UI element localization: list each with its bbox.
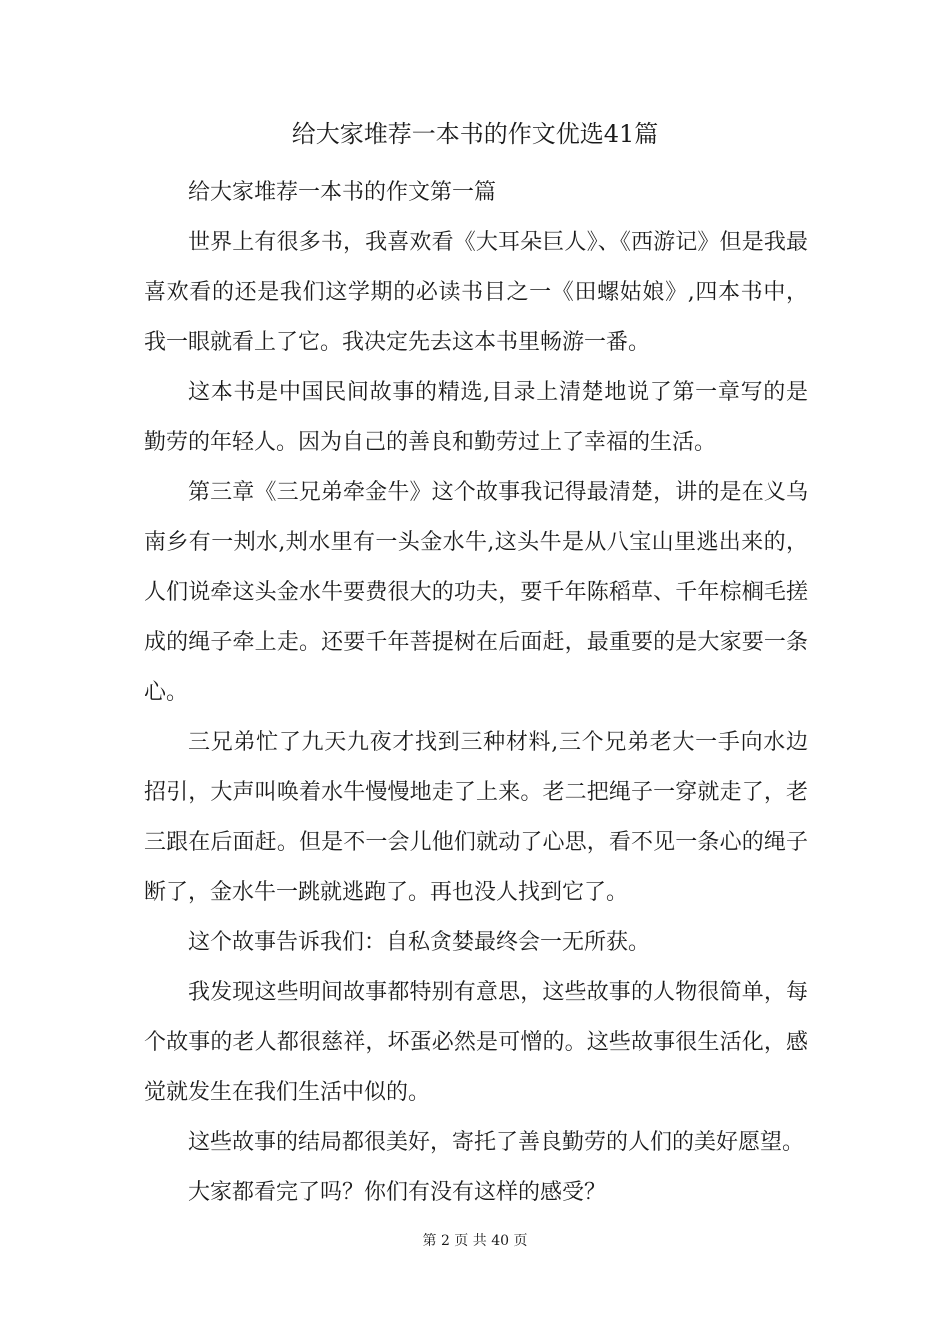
paragraph: 大家都看完了吗？你们有没有这样的感受？	[188, 1180, 607, 1205]
paragraph: 这些故事的结局都很美好，寄托了善良勤劳的人们的美好愿望。	[188, 1130, 805, 1155]
paragraph: 世界上有很多书，我喜欢看《大耳朵巨人》、《西游记》但是我最喜欢看的还是我们这学期的必读书目之一《田螺姑娘》,四本书中，我一眼就看上了它。我决定先去这本书里畅游一番。	[144, 230, 808, 355]
document-body	[144, 168, 808, 1218]
page-number: 第 2 页 共 40 页	[422, 1233, 528, 1249]
paragraph: 我发现这些明间故事都特别有意思，这些故事的人物很简单，每个故事的老人都很慈祥，坏蛋必然是可憎的。这些故事很生活化，感觉就发生在我们生活中似的。	[144, 980, 808, 1105]
section-heading: 给大家堆荐一本书的作文第一篇	[188, 180, 497, 205]
paragraph: 三兄弟忙了九天九夜才找到三种材料,三个兄弟老大一手向水边招引，大声叫唤着水牛慢慢地走了上来。老二把绳子一穿就走了，老三跟在后面赶。但是不一会儿他们就动了心思，看不见一条心的绳子断了，金水牛一跳就逃跑了。再也没人找到它了。	[144, 730, 808, 905]
paragraph: 这本书是中国民间故事的精选,目录上清楚地说了第一章写的是勤劳的年轻人。因为自己的善良和勤劳过上了幸福的生活。	[144, 380, 808, 455]
document-title: 给大家堆荐一本书的作文优选41篇	[291, 120, 659, 148]
paragraph: 这个故事告诉我们：自私贪婪最终会一无所获。	[188, 930, 651, 955]
paragraph: 第三章《三兄弟牵金牛》这个故事我记得最清楚，讲的是在义乌南乡有一刔水,刔水里有一头金水牛,这头牛是从八宝山里逃出来的，人们说牵这头金水牛要费很大的功夫，要千年陈稻草、千年棕榈毛搓成的绳子牵上走。还要千年菩提树在后面赶，最重要的是大家要一条心。	[144, 480, 808, 705]
